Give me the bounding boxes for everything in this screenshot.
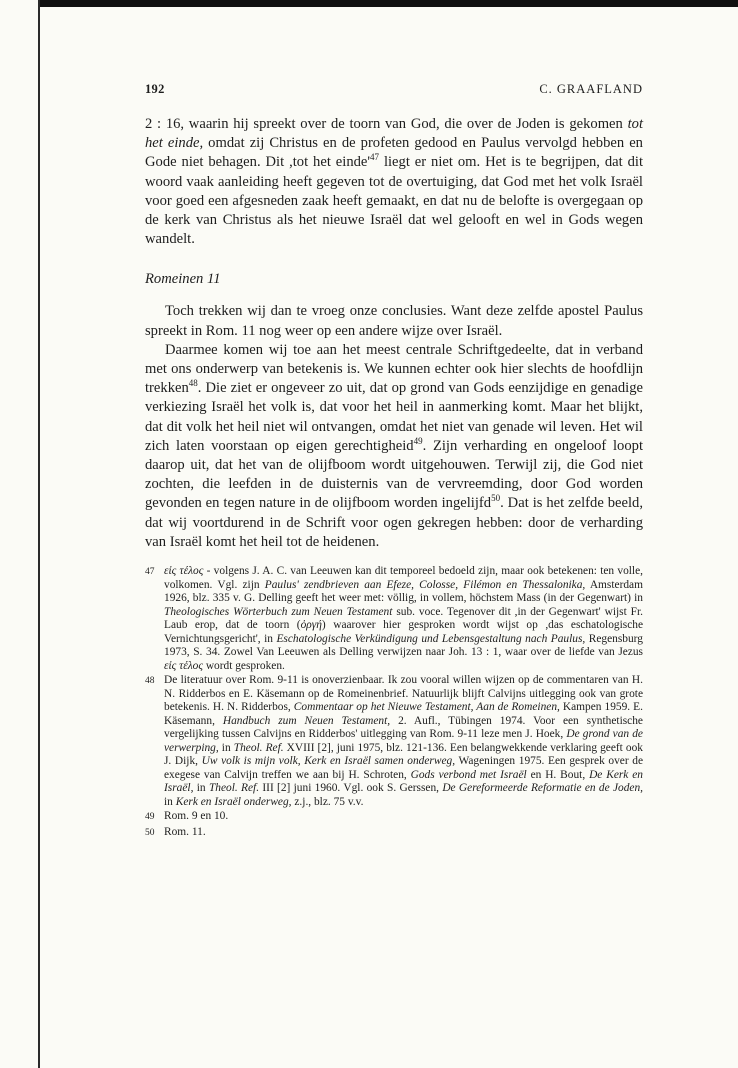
footnote-ref-47[interactable]: 47	[370, 152, 380, 163]
footnote-ref-49[interactable]: 49	[413, 435, 423, 446]
page-number: 192	[145, 82, 165, 96]
paragraph-3: Daarmee komen wij toe aan het meest centrale Schriftgedeelte, dat in verband met ons onderwerp van betekenis is. We kunnen echter ook hier slechts de hoofdlijn trekken$^{48}$. Die ziet er ongeveer zo uit, dat op grond van Gods eenzijdige en genadige verkiezing Israël het volk is, dat voor het heil in aanmerking komt. Maar het blijkt, dat dit volk het heil niet wil ontvangen, omdat het niet van genade wil leven. Het wil zich laten voorstaan op eigen gerechtigheid$^{49}$. Zijn verharding en ongeloof loopt daarop uit, dat het van de olijfboom wordt uitgehouwen. Terwijl zij, die God niet zochten, die leefden in de duisternis van de vervreemding, door God worden gevonden en tegen nature in de olijfboom worden ingelijfd$^{50}$. Dat is het zelfde beeld, dat wij voortdurend in de Schrift voor ogen gekregen hebben: door de verharding van Israël komt het heil tot de heidenen.	[145, 341, 644, 550]
left-border-rule	[38, 0, 40, 1068]
footnote-ref-48[interactable]: 48	[188, 378, 198, 389]
running-header	[145, 82, 643, 97]
body-text	[145, 115, 643, 552]
footnote-47: 47 εἰς τέλος - volgens J. A. C. van Leeuwen kan dit temporeel bedoeld zijn, maar ook betekenen: ten volle, volkomen. Vgl. zijn Paulus' zendbrieven aan Efeze, Colosse, Filémon en Thessalonika, Amsterdam 1926, blz. 335 v. G. Delling geeft het weer met: völlig, in vollem, höchstem Mass (in der Gegenwart) in Theologisches Wörterbuch zum Neuen Testament sub. voce. Tegenover dit ,in der Gegenwart' wijst Fr. Laub erop, dat de toorn (ὀργή) waarover hier gesproken wordt wijst op ,das eschatologische Vernichtungsgericht', in Eschatologische Verkündigung und Lebensgestaltung nach Paulus, Regensburg 1973, S. 34. Zowel Van Leeuwen als Delling verwijzen naar Joh. 13 : 1, waar over de liefde van Jezus εἰς τέλος wordt gesproken.	[145, 565, 644, 672]
paragraph-2: Toch trekken wij dan te vroeg onze conclusies. Want deze zelfde apostel Paulus spreekt in Rom. 11 nog weer op een andere wijze over Israël.	[145, 303, 643, 339]
footnote-49: 49 Rom. 9 en 10.	[145, 810, 229, 823]
paragraph-1: 2 : 16, waarin hij spreekt over de toorn van God, die over de Joden is gekomen tot het einde, omdat zij Christus en de profeten gedood en Paulus vervolgd hebben en Gode niet behagen. Dit ,tot het $einde'^{47}$ liegt er niet om. Het is te begrijpen, dat dit woord vaak aanleiding heeft gegeven tot de overtuiging, dat God met het volk Israël voor goed een afgesneden zaak heeft gemaakt, en dat nu de belofte is overgegaan op de kerk van Christus als het nieuwe Israël dat wel gelooft en wel in Gods wegen wandelt.	[145, 116, 643, 248]
section-heading: Romeinen 11	[145, 271, 221, 288]
page-content	[145, 82, 643, 841]
footnote-48: 48 De literatuur over Rom. 9-11 is onoverzienbaar. Ik zou vooral willen wijzen op de commentaren van H. N. Ridderbos en E. Käsemann op de Romeinenbrief. Natuurlijk blijft Calvijns uitlegging ook van grote betekenis. H. N. Ridderbos, Commentaar op het Nieuwe Testament, Aan de Romeinen, Kampen 1959. E. Käsemann, Handbuch zum Neuen Testament, 2. Aufl., Tübingen 1974. Voor een synthetische vergelijking tussen Calvijns en Ridderbos' uitlegging van Rom. 9-11 leze men J. Hoek, De grond van de verwerping, in Theol. Ref. XVIII [2], juni 1975, blz. 121-136. Een belangwekkende verklaring geeft ook J. Dijk, Uw volk is mijn volk, Kerk en Israël samen onderweg, Wageningen 1975. Een gesprek over de exegese van Calvijn treffen we aan bij H. Schroten, Gods verbond met Israël en H. Bout, De Kerk en Israël, in Theol. Ref. III [2] juni 1960. Vgl. ook S. Gerssen, De Gereformeerde Reformatie en de Joden, in Kerk en Israël onderweg, z.j., blz. 75 v.v.	[145, 674, 644, 808]
footnotes	[145, 560, 643, 840]
footnote-ref-50[interactable]: 50	[491, 493, 501, 504]
footnote-50: 50 Rom. 11.	[145, 825, 206, 838]
running-head-author: C. GRAAFLAND	[539, 82, 643, 96]
top-border-rule	[38, 0, 738, 7]
